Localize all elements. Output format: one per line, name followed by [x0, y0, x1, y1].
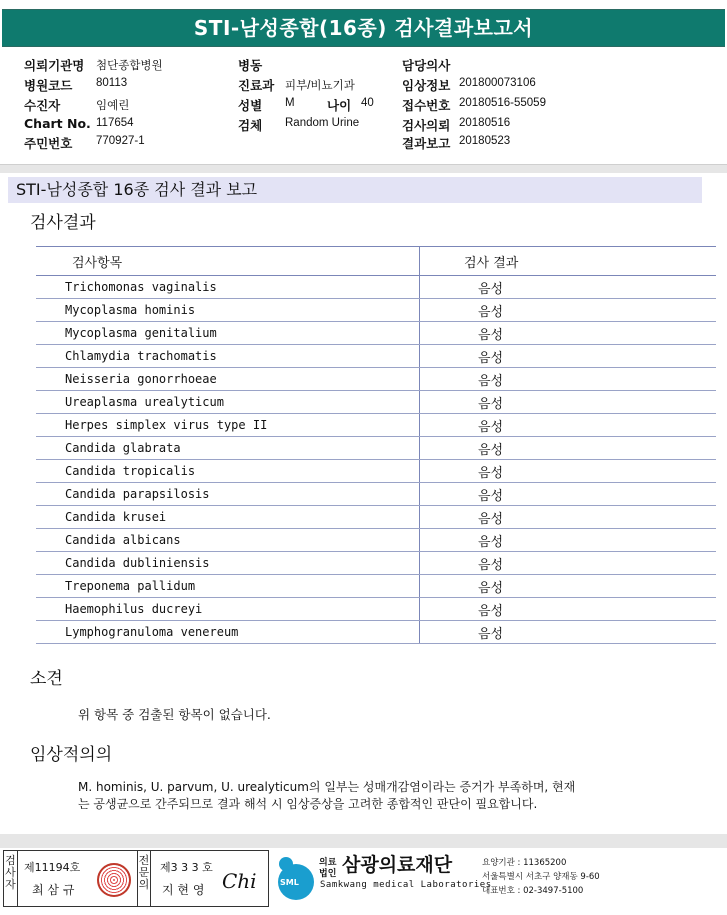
chart-value: 117654 [96, 117, 134, 129]
receipt-label: 접수번호 [402, 98, 451, 113]
test-result: 음성 [420, 299, 717, 322]
org-english: Samkwang medical Laboratories [320, 880, 492, 890]
request-label: 검사의뢰 [402, 118, 451, 133]
patient-value: 임예린 [96, 100, 130, 112]
dept-value: 피부/비뇨기과 [285, 80, 355, 92]
table-row [36, 621, 716, 644]
clinical-text-line-1: M. hominis, U. parvum, U. urealyticum의 일부는 성매개감염이라는 증거가 부족하며, 현재 [78, 780, 576, 794]
test-result: 음성 [420, 552, 717, 575]
test-item: Mycoplasma hominis [36, 299, 420, 322]
inspector-name: 최 삼 규 [32, 883, 75, 897]
test-item: Ureaplasma urealyticum [36, 391, 420, 414]
test-item: Candida krusei [36, 506, 420, 529]
report-date-value: 20180523 [459, 135, 511, 147]
col-item-header: 검사항목 [36, 247, 420, 276]
test-result: 음성 [420, 345, 717, 368]
test-result: 음성 [420, 483, 717, 506]
test-item: Candida tropicalis [36, 460, 420, 483]
title-bar [0, 0, 727, 46]
test-item: Mycoplasma genitalium [36, 322, 420, 345]
test-item: Haemophilus ducreyi [36, 598, 420, 621]
specialist-name: 지 현 영 [162, 883, 205, 897]
receipt-value: 20180516-55059 [459, 97, 546, 109]
table-row [36, 276, 716, 299]
sex-value: M [285, 97, 295, 109]
table-row [36, 322, 716, 345]
test-item: Chlamydia trachomatis [36, 345, 420, 368]
hospital-code-value: 80113 [96, 77, 128, 89]
chart-label: Chart No. [24, 116, 91, 131]
sex-label: 성별 [238, 98, 263, 113]
footer-band [0, 834, 727, 848]
table-row [36, 391, 716, 414]
table-row [36, 460, 716, 483]
test-result: 음성 [420, 437, 717, 460]
table-row [36, 552, 716, 575]
org-prefix-1: 의료 [319, 858, 337, 868]
table-row [36, 299, 716, 322]
results-heading: 검사결과 [30, 213, 96, 233]
dept-label: 진료과 [238, 78, 275, 93]
test-result: 음성 [420, 368, 717, 391]
hospital-code-label: 병원코드 [24, 78, 73, 93]
specimen-value: Random Urine [285, 117, 360, 129]
test-result: 음성 [420, 276, 717, 299]
test-result: 음성 [420, 506, 717, 529]
results-table [36, 246, 716, 644]
col-result-header: 검사 결과 [420, 247, 717, 276]
test-item: Candida parapsilosis [36, 483, 420, 506]
report-date-label: 결과보고 [402, 136, 451, 151]
ward-label: 병동 [238, 58, 263, 73]
test-result: 음성 [420, 575, 717, 598]
table-row [36, 529, 716, 552]
table-header-row [36, 247, 716, 276]
report-title: STI-남성종합(16종) 검사결과보고서 [2, 9, 725, 47]
doctor-label: 담당의사 [402, 58, 451, 73]
test-item: Candida dubliniensis [36, 552, 420, 575]
table-row [36, 598, 716, 621]
findings-text: 위 항목 중 검출된 항목이 없습니다. [78, 707, 271, 722]
table-row [36, 414, 716, 437]
test-item: Candida albicans [36, 529, 420, 552]
patient-info [0, 52, 727, 164]
section-title: STI-남성종합 16종 검사 결과 보고 [8, 177, 702, 203]
rrn-value: 770927-1 [96, 135, 145, 147]
test-item: Candida glabrata [36, 437, 420, 460]
org-address: 서울특별시 서초구 양재동 9-60 [482, 872, 600, 882]
rrn-label: 주민번호 [24, 136, 73, 151]
table-row [36, 368, 716, 391]
test-item: Lymphogranuloma venereum [36, 621, 420, 644]
test-result: 음성 [420, 414, 717, 437]
org-phone: 대표번호 : 02-3497-5100 [482, 886, 584, 896]
logo-text: SML [280, 878, 299, 887]
clinical-heading: 임상적의의 [30, 745, 113, 765]
clinical-info-value: 201800073106 [459, 77, 536, 89]
table-row [36, 437, 716, 460]
divider [0, 164, 727, 173]
test-item: Treponema pallidum [36, 575, 420, 598]
table-row [36, 506, 716, 529]
age-label: 나이 [327, 98, 352, 113]
specialist-license: 제3 3 3 호 [160, 861, 213, 874]
signature: Chi [222, 869, 257, 893]
table-row [36, 345, 716, 368]
hospital-label: 의뢰기관명 [24, 58, 85, 73]
specialist-label: 전문의 [137, 851, 151, 906]
specimen-label: 검체 [238, 118, 263, 133]
hospital-value: 첨단종합병원 [96, 60, 163, 72]
table-row [36, 483, 716, 506]
inspector-license: 제11194호 [24, 861, 81, 874]
test-result: 음성 [420, 322, 717, 345]
test-item: Herpes simplex virus type II [36, 414, 420, 437]
org-code: 요양기관 : 11365200 [482, 858, 567, 868]
test-item: Trichomonas vaginalis [36, 276, 420, 299]
test-result: 음성 [420, 598, 717, 621]
clinical-info-label: 임상정보 [402, 78, 451, 93]
sml-logo-icon [272, 852, 318, 902]
test-result: 음성 [420, 621, 717, 644]
clinical-text-line-2: 는 공생균으로 간주되므로 결과 해석 시 임상증상을 고려한 종합적인 판단이 필요합니다. [78, 797, 538, 811]
test-result: 음성 [420, 391, 717, 414]
org-prefix-2: 법인 [319, 869, 337, 879]
org-name: 삼광의료재단 [342, 854, 453, 876]
inspector-label: 검사자 [4, 851, 18, 906]
official-seal [97, 863, 131, 897]
age-value: 40 [361, 97, 374, 109]
test-result: 음성 [420, 460, 717, 483]
test-item: Neisseria gonorrhoeae [36, 368, 420, 391]
test-result: 음성 [420, 529, 717, 552]
request-value: 20180516 [459, 117, 511, 129]
findings-heading: 소견 [30, 669, 63, 689]
signature-box [3, 850, 269, 907]
table-row [36, 575, 716, 598]
patient-label: 수진자 [24, 98, 61, 113]
